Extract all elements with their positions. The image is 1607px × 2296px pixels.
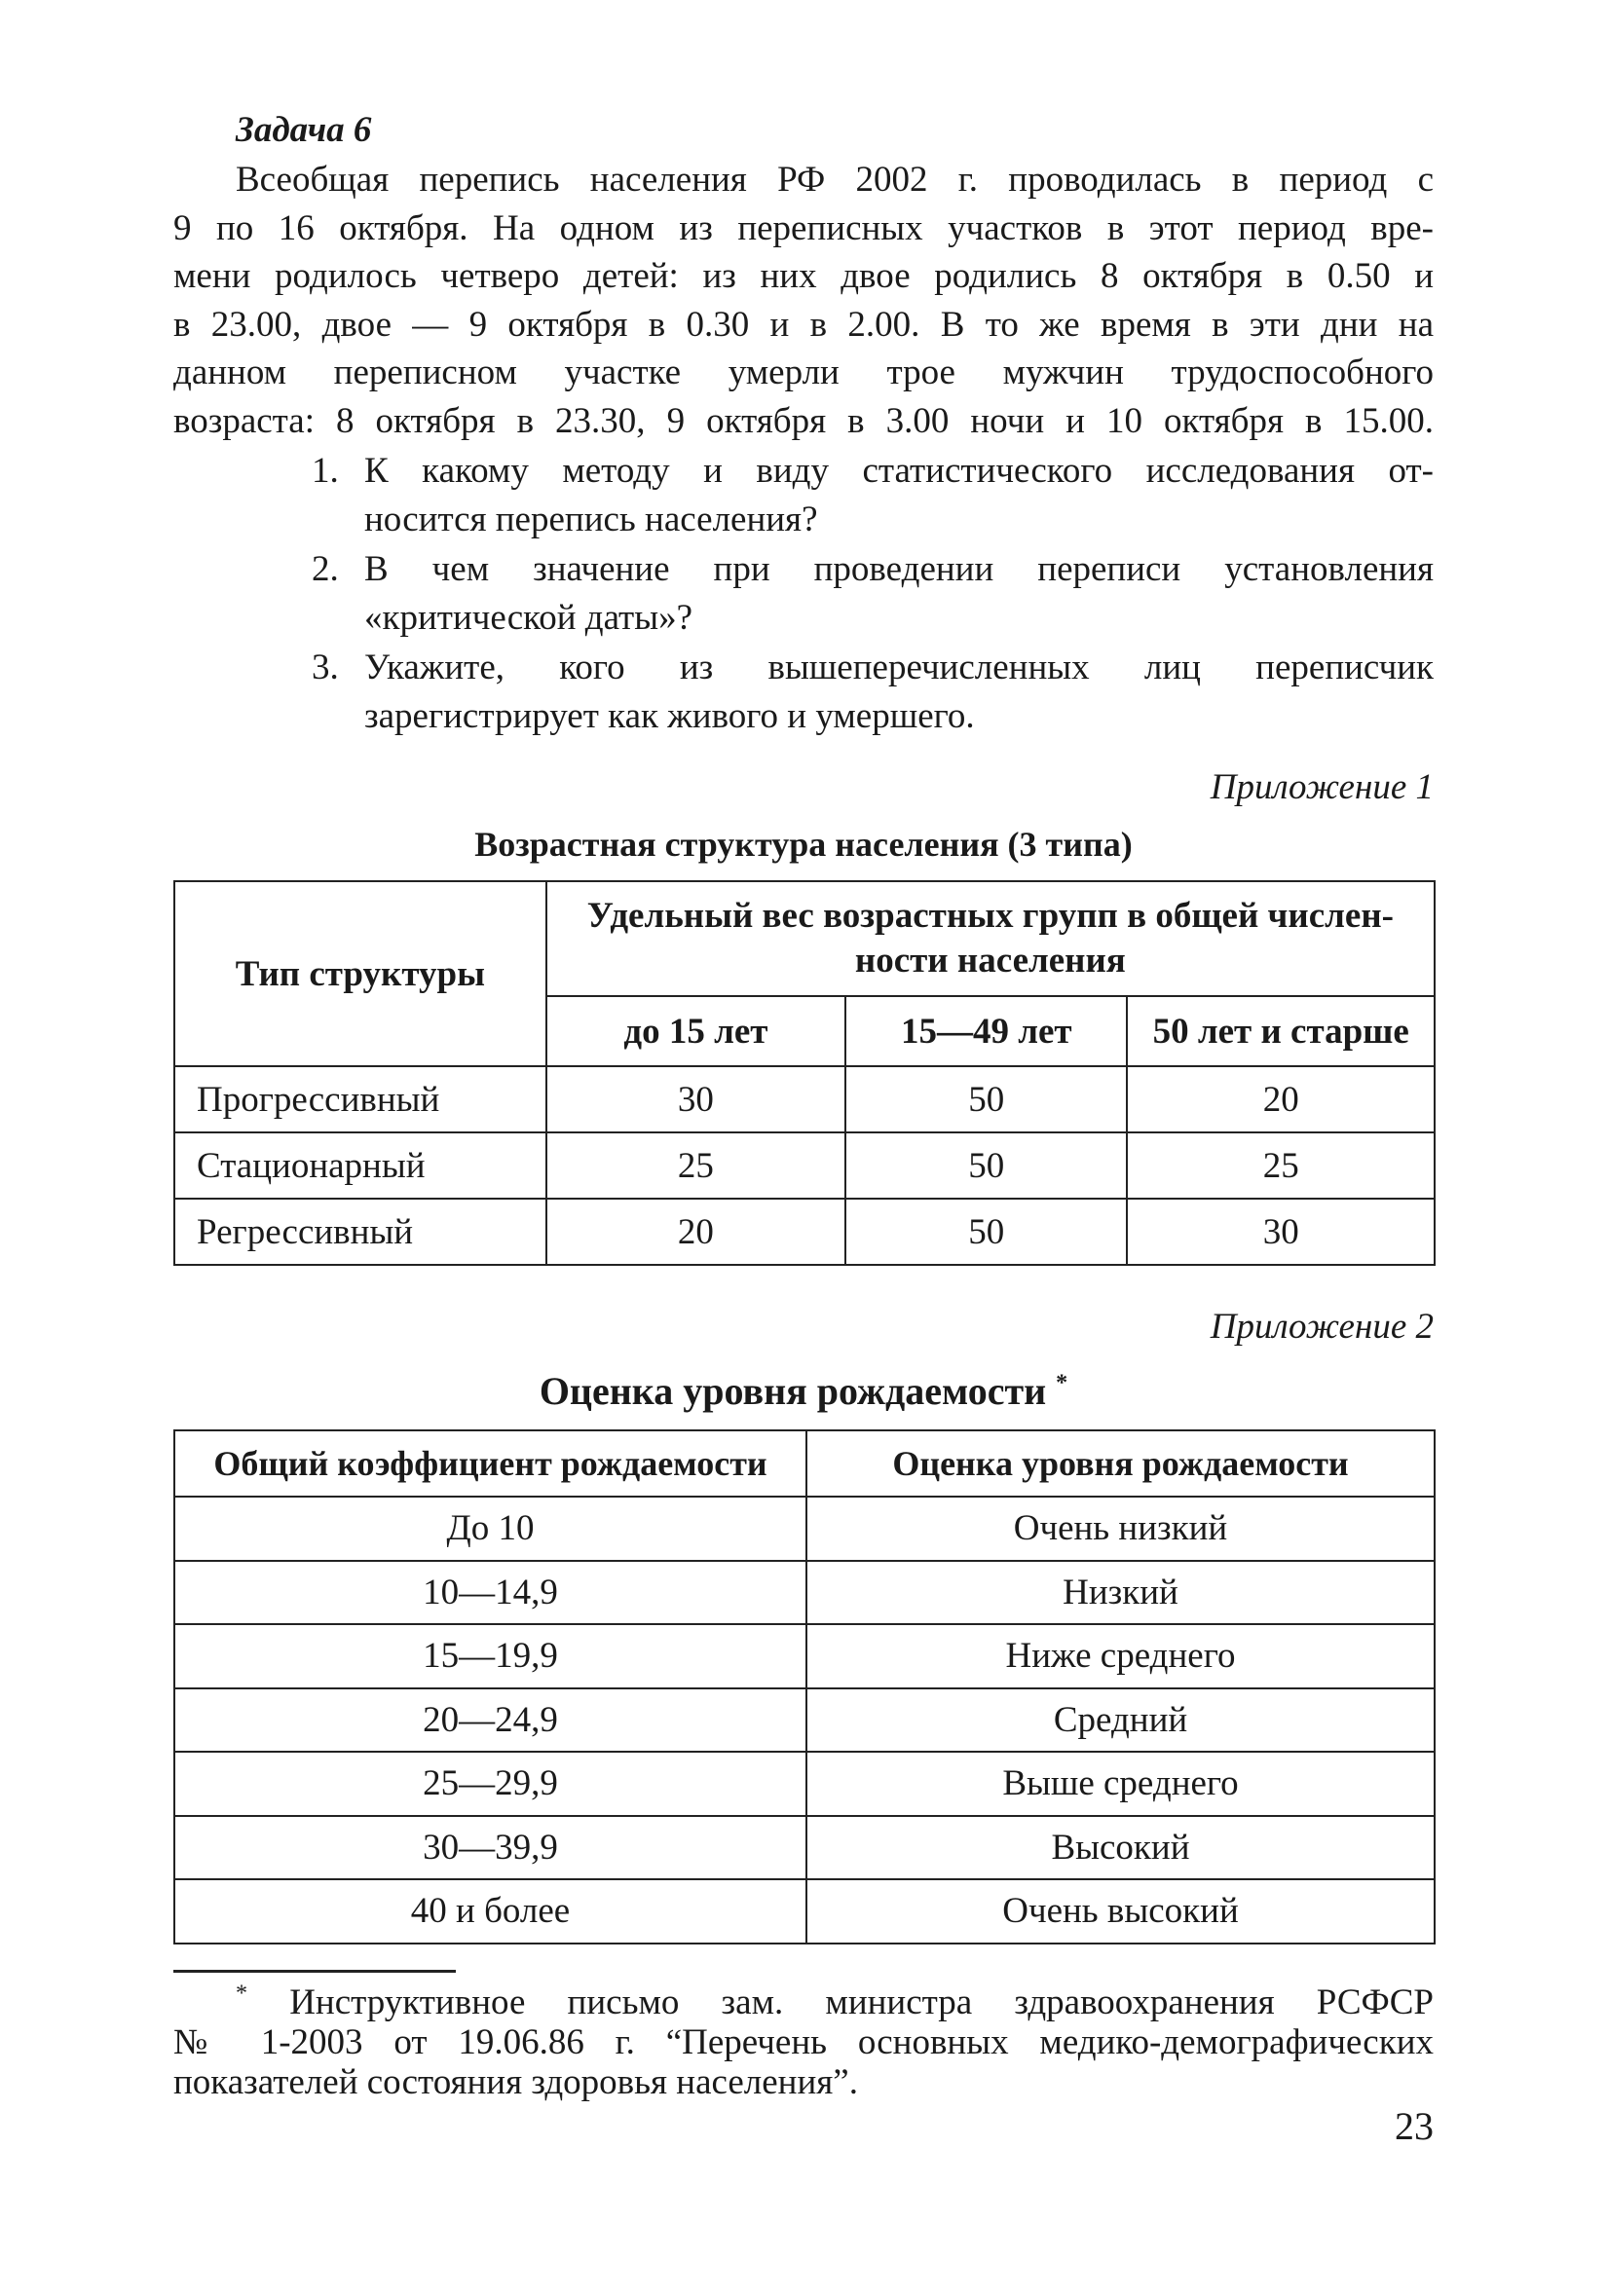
table-cell: 10—14,9 <box>174 1561 806 1625</box>
table-header-row <box>174 881 1435 996</box>
table-cell: 20 <box>546 1199 845 1265</box>
header-line: Удельный вес возрастных групп в общей числен- <box>586 896 1394 936</box>
footnote <box>173 1982 1434 2102</box>
question-number: 3. <box>312 648 339 687</box>
table-cell: 15—19,9 <box>174 1624 806 1688</box>
table-cell: 30 <box>1127 1199 1435 1265</box>
question-item <box>173 545 1434 642</box>
header-level: Оценка уровня рождаемости <box>806 1430 1435 1497</box>
header-50-plus: 50 лет и старше <box>1127 996 1435 1066</box>
table-cell: 30 <box>546 1066 845 1132</box>
question-number: 2. <box>312 549 339 589</box>
question-line: носится перепись населения? <box>364 499 818 539</box>
question-number: 1. <box>312 451 339 491</box>
table-cell: Высокий <box>806 1816 1435 1880</box>
appendix-2-label: Приложение 2 <box>1210 1307 1434 1347</box>
question-line: зарегистрирует как живого и умершего. <box>364 695 975 736</box>
appendix-2-title <box>173 1367 1434 1416</box>
question-line: Укажите, кого из вышеперечисленных лиц переписчик <box>364 648 1434 687</box>
header-under-15: до 15 лет <box>546 996 845 1066</box>
paragraph-line: 9 по 16 октября. На одном из переписных участков в этот период вре- <box>173 207 1434 248</box>
question-item <box>173 447 1434 543</box>
question-list <box>173 447 1434 740</box>
table-cell: 20 <box>1127 1066 1435 1132</box>
table-row <box>174 1624 1435 1688</box>
page <box>173 105 1434 2102</box>
question-line: К какому методу и виду статистического исследования от- <box>364 451 1434 491</box>
header-15-49: 15—49 лет <box>845 996 1127 1066</box>
table-header-row <box>174 1430 1435 1497</box>
paragraph-line: данном переписном участке умерли трое мужчин трудоспособного <box>173 352 1434 392</box>
footnote-mark: * <box>1056 1370 1068 1396</box>
table-cell: 50 <box>845 1199 1127 1265</box>
row-label: Прогрессивный <box>174 1066 546 1132</box>
birth-rate-table <box>173 1429 1436 1944</box>
table-cell: До 10 <box>174 1497 806 1561</box>
footnote-mark: * <box>236 1981 247 2007</box>
table-row <box>174 1561 1435 1625</box>
row-label: Регрессивный <box>174 1199 546 1265</box>
header-age-group-share <box>546 881 1435 996</box>
table-row <box>174 1066 1435 1132</box>
table-cell: Средний <box>806 1688 1435 1753</box>
table-cell: 25 <box>546 1132 845 1199</box>
table-cell: 25 <box>1127 1132 1435 1199</box>
header-structure-type: Тип структуры <box>174 881 546 1066</box>
task-paragraph <box>173 156 1434 445</box>
table-row <box>174 1199 1435 1265</box>
header-line: ности населения <box>854 941 1126 981</box>
table-row <box>174 1497 1435 1561</box>
age-structure-table <box>173 880 1436 1266</box>
appendix-1-label: Приложение 1 <box>1210 767 1434 807</box>
table-row <box>174 1816 1435 1880</box>
task-title: Задача 6 <box>236 110 372 150</box>
table-cell: Ниже среднего <box>806 1624 1435 1688</box>
question-line: «критической даты»? <box>364 597 693 638</box>
table-cell: 50 <box>845 1066 1127 1132</box>
footnote-line: показателей состояния здоровья населения”. <box>173 2061 858 2102</box>
footnote-text: Инструктивное письмо зам. министра здравоохранения РСФСР <box>289 1981 1435 2022</box>
table-cell: Очень высокий <box>806 1879 1435 1944</box>
table-row <box>174 1752 1435 1816</box>
footnote-divider <box>173 1970 456 1973</box>
footnote-line: № 1-2003 от 19.06.86 г. “Перечень основных медико-демографических <box>173 2021 1434 2062</box>
paragraph-line: в 23.00, двое — 9 октября в 0.30 и в 2.00. В то же время в эти дни на <box>173 304 1434 345</box>
header-coefficient: Общий коэффициент рождаемости <box>174 1430 806 1497</box>
paragraph-line: возраста: 8 октября в 23.30, 9 октября в 3.00 ночи и 10 октября в 15.00. <box>173 400 1434 441</box>
table-row <box>174 1688 1435 1753</box>
footnote-line <box>173 1982 1434 2022</box>
table-row <box>174 1879 1435 1944</box>
appendix-1-title: Возрастная структура населения (3 типа) <box>474 825 1133 864</box>
question-line: В чем значение при проведении переписи установления <box>364 549 1434 589</box>
table-cell: 25—29,9 <box>174 1752 806 1816</box>
table-cell: Низкий <box>806 1561 1435 1625</box>
paragraph-line: Всеобщая перепись населения РФ 2002 г. проводилась в период с <box>236 160 1434 200</box>
table-cell: 20—24,9 <box>174 1688 806 1753</box>
appendix-2-title-text: Оценка уровня рождаемости <box>539 1369 1047 1413</box>
table-cell: 30—39,9 <box>174 1816 806 1880</box>
table-row <box>174 1132 1435 1199</box>
row-label: Стационарный <box>174 1132 546 1199</box>
paragraph-line: мени родилось четверо детей: из них двое родились 8 октября в 0.50 и <box>173 256 1434 296</box>
table-cell: Выше среднего <box>806 1752 1435 1816</box>
table-cell: 40 и более <box>174 1879 806 1944</box>
table-cell: 50 <box>845 1132 1127 1199</box>
table-cell: Очень низкий <box>806 1497 1435 1561</box>
page-number: 23 <box>1395 2104 1434 2148</box>
question-item <box>173 644 1434 740</box>
